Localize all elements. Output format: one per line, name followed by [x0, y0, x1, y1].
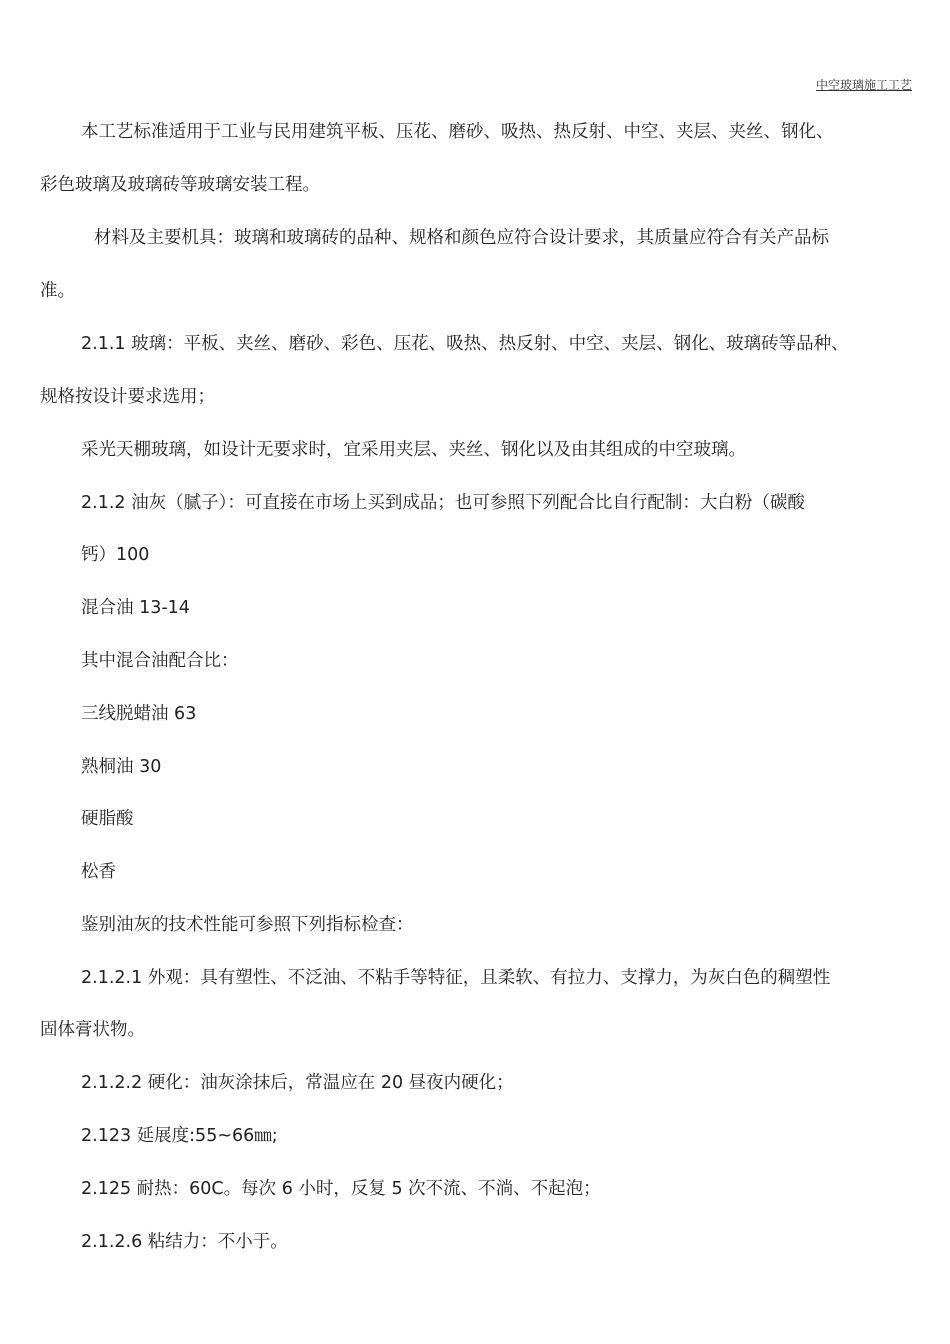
text-line-18: 固体膏状物。 — [40, 1020, 145, 1040]
text-line-3: 材料及主要机具：玻璃和玻璃砖的品种、规格和颜色应符合设计要求，其质量应符合有关产品标 — [94, 228, 829, 248]
text-line-19: 2.1.2.2 硬化：油灰涂抹后，常温应在 20 昼夜内硬化； — [81, 1073, 514, 1093]
text-line-15: 松香 — [81, 862, 116, 882]
text-line-1: 本工艺标准适用于工业与民用建筑平板、压花、磨砂、吸热、热反射、中空、夹层、夹丝、钢化、 — [81, 122, 834, 142]
text-line-8: 2.1.2 油灰（腻子）：可直接在市场上买到成品；也可参照下列配合比自行配制：大白粉（碳酸 — [81, 493, 805, 513]
text-line-13: 熟桐油 30 — [81, 757, 162, 777]
text-line-14: 硬脂酸 — [81, 809, 134, 829]
text-line-9: 钙）100 — [81, 545, 150, 565]
text-line-22: 2.1.2.6 粘结力：不小于。 — [81, 1232, 288, 1252]
text-line-17: 2.1.2.1 外观：具有塑性、不泛油、不粘手等特征，且柔软、有拉力、支撑力，为灰白色的稠塑性 — [81, 968, 831, 988]
text-line-10: 混合油 13-14 — [81, 598, 190, 618]
text-line-12: 三线脱蜡油 63 — [81, 704, 197, 724]
running-header: 中空玻璃施工工艺 — [815, 78, 912, 92]
text-line-5: 2.1.1 玻璃：平板、夹丝、磨砂、彩色、压花、吸热、热反射、中空、夹层、钢化、玻璃砖等品种、 — [81, 334, 849, 354]
text-line-2: 彩色玻璃及玻璃砖等玻璃安装工程。 — [40, 175, 320, 195]
text-line-21: 2.125 耐热：60C。每次 6 小时，反复 5 次不流、不淌、不起泡； — [81, 1179, 601, 1199]
text-line-6: 规格按设计要求选用； — [40, 387, 215, 407]
text-line-11: 其中混合油配合比： — [81, 651, 239, 671]
text-line-20: 2.123 延展度:55~66㎜; — [81, 1126, 278, 1146]
text-line-7: 采光天棚玻璃，如设计无要求时，宜采用夹层、夹丝、钢化以及由其组成的中空玻璃。 — [81, 440, 746, 460]
text-line-16: 鉴别油灰的技术性能可参照下列指标检查： — [81, 915, 414, 935]
text-line-4: 准。 — [40, 281, 75, 301]
